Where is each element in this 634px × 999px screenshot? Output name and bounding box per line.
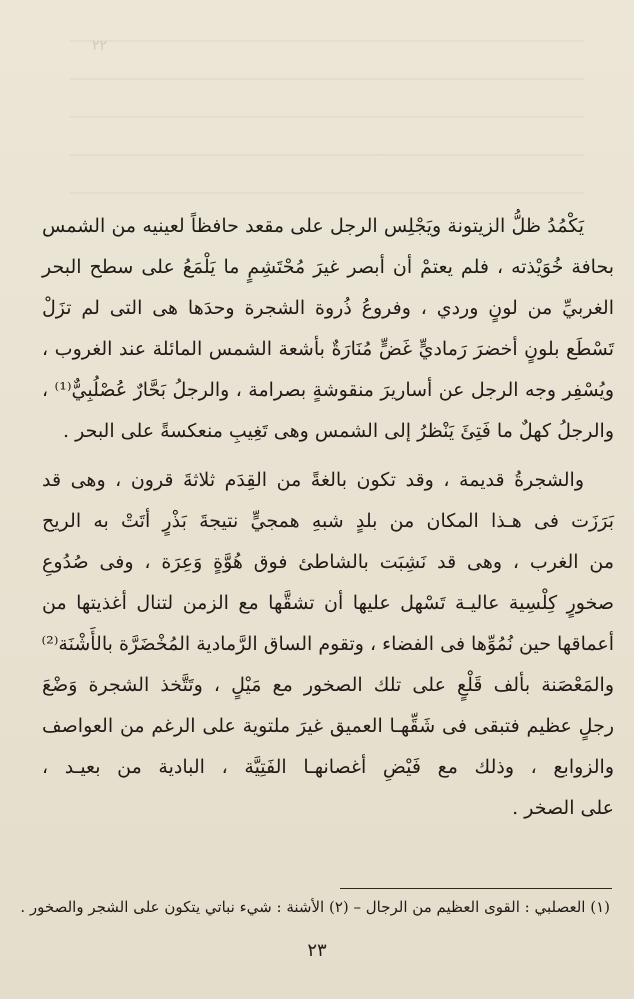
paragraph-gap xyxy=(42,452,614,460)
text-line: والشجرةُ قديمة ، وقد تكون بالغةً من القِدَم ثلاثةَ قرون ، وهى قد xyxy=(42,469,584,491)
text-line: صخورٍ كِلْسِية عاليـة تَسْهل عليها أن تشقَّها مع الزمن لتنال أغذيتها من xyxy=(42,592,615,614)
text-line: والرجلُ كهلٌ ما فَتِئَ يَنْظرُ إلى الشمس وهى تَغِيبِ منعكسةً على البحر . xyxy=(63,420,614,442)
text-line: أعماقها حين نُمُوِّها فى الفضاء ، وتقوم الساق الرَّمادية المُخْضَرَّة بالأَشْنَة⁽²⁾ xyxy=(41,633,614,655)
text-line: يَكْمُدُ ظلُّ الزيتونة ويَجْلِس الرجل على مقعد حافظاً لعينيه من الشمس xyxy=(42,215,584,237)
bleed-through-text xyxy=(70,40,584,220)
text-line: من الغرب ، وهى قد نَشِبَت بالشاطئ فوق هُوَّةٍ وَعِرَة ، وفى صُدُوعِ xyxy=(42,551,614,573)
paragraph-1 xyxy=(42,206,614,452)
footnote: (١) العصلبي : القوى العظيم من الرجال – (٢) الأشنة : شيء نباتي يتكون على الشجر والصخور . xyxy=(20,898,610,916)
text-line: تَسْطَع بلونٍ أخضرَ رَماديٍّ غَضٍّ مُنَارَةٌ بأشعة الشمس المائلة عند الغروب ، xyxy=(42,338,614,360)
text-line: والمَعْصَنة بألف قَلْعٍ على تلك الصخور مع مَيْلٍ ، وتَتَّخذ الشجرة وَضْعَ xyxy=(42,674,614,696)
text-line: والزوابع ، وذلك مع فَيْضِ أغصانهـا الفَتِيَّة ، البادية من بعيـد ، xyxy=(42,756,614,778)
bleed-through-page-number: ٢٢ xyxy=(92,38,108,54)
footnote-rule xyxy=(340,888,612,889)
paragraph-2 xyxy=(42,460,614,829)
text-line: على الصخر . xyxy=(512,797,614,819)
text-line: بحافة خُوَيْذته ، فلم يعتمْ أن أبصر غيرَ مُحْتَشِمٍ ما يَلْمَعُ على سطح البحر xyxy=(42,256,614,278)
text-line: بَرَزَت فى هـذا المكان من بلدٍ شبهِ همجيٍّ نتيجةَ بَذْرٍ أتَتْ به الريح xyxy=(42,510,614,532)
text-line: رجلٍ عظيم فتبقى فى شَقِّهـا العميق غيرَ ملتوية على الرغم من العواصف xyxy=(42,715,614,737)
text-line: ويُسْفِر وجه الرجل عن أساريرَ منقوشةٍ بصرامة ، والرجلُ بَحَّارٌ عُصْلُبِيٌّ⁽¹⁾ ، xyxy=(42,379,614,401)
page-number: ٢٣ xyxy=(307,940,327,961)
body-text xyxy=(42,206,614,829)
text-line: الغربيِّ من لونٍ وردي ، وفروعُ ذُروة الشجرة وحدَها هى التى لم تزَلْ xyxy=(42,297,614,319)
